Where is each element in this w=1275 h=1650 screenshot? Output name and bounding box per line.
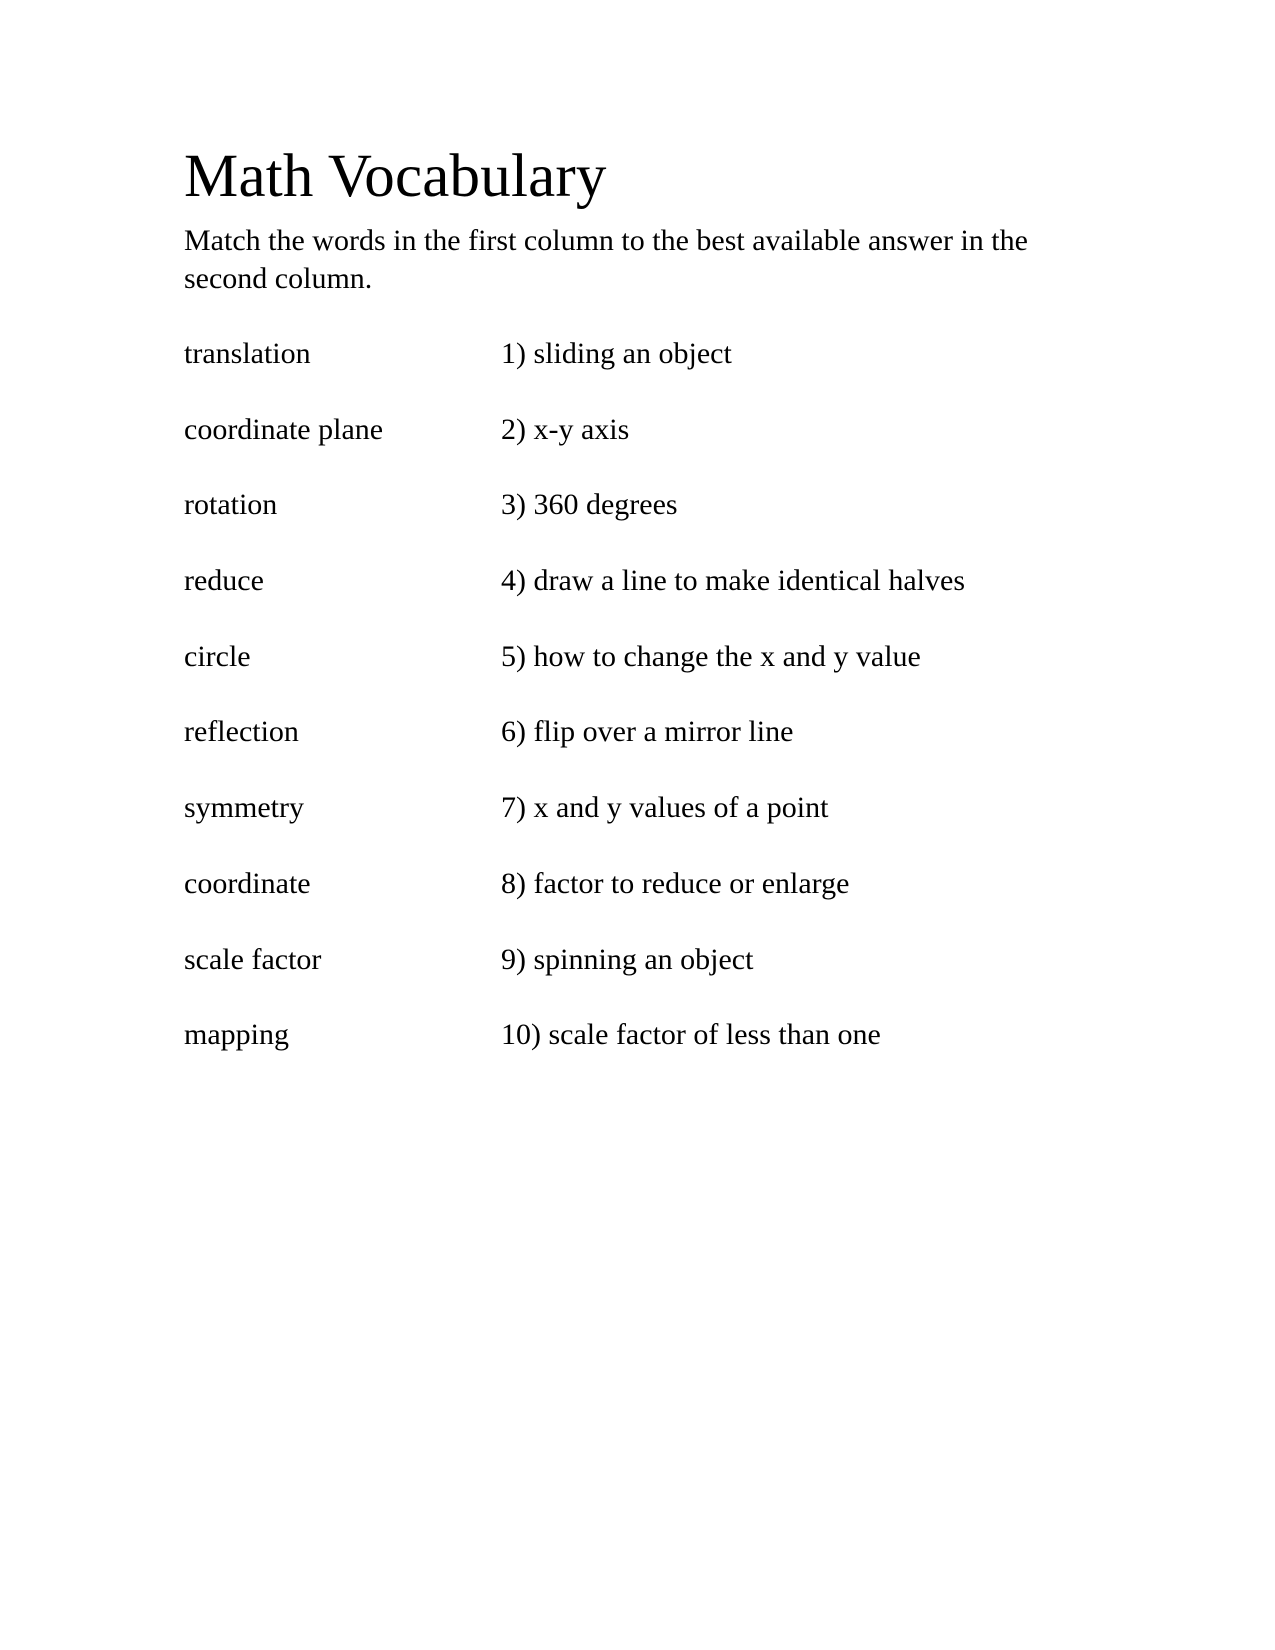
answer-option: 6) flip over a mirror line xyxy=(501,715,794,749)
matching-row xyxy=(184,487,1084,563)
matching-row xyxy=(184,639,1084,715)
answer-option: 9) spinning an object xyxy=(501,942,754,976)
vocabulary-term: symmetry xyxy=(184,791,304,825)
answer-option: 8) factor to reduce or enlarge xyxy=(501,866,850,900)
matching-row xyxy=(184,942,1084,1018)
answer-option: 1) sliding an object xyxy=(501,337,732,370)
vocabulary-term: translation xyxy=(184,337,311,370)
vocabulary-term: reflection xyxy=(184,715,299,749)
answer-option: 10) scale factor of less than one xyxy=(501,1018,881,1052)
vocabulary-term: scale factor xyxy=(184,942,322,976)
answer-option: 3) 360 degrees xyxy=(501,488,678,522)
vocabulary-term: mapping xyxy=(184,1018,289,1052)
matching-row xyxy=(184,563,1084,639)
vocabulary-term: coordinate xyxy=(184,866,311,900)
instructions-text: Match the words in the first column to the best available answer in the second column. xyxy=(184,224,1028,295)
matching-row xyxy=(184,790,1084,866)
vocabulary-term: rotation xyxy=(184,488,278,522)
vocabulary-term: reduce xyxy=(184,564,264,598)
matching-row xyxy=(184,1017,1084,1093)
vocabulary-term: coordinate plane xyxy=(184,412,384,446)
matching-row xyxy=(184,866,1084,942)
answer-option: 4) draw a line to make identical halves xyxy=(501,564,965,598)
answer-option: 7) x and y values of a point xyxy=(501,791,829,825)
page-title: Math Vocabulary xyxy=(184,143,607,210)
matching-row xyxy=(184,336,1084,412)
vocabulary-term: circle xyxy=(184,639,251,673)
answer-option: 5) how to change the x and y value xyxy=(501,639,921,673)
matching-list xyxy=(184,336,1084,1093)
answer-option: 2) x-y axis xyxy=(501,412,630,446)
matching-row xyxy=(184,714,1084,790)
matching-row xyxy=(184,412,1084,488)
